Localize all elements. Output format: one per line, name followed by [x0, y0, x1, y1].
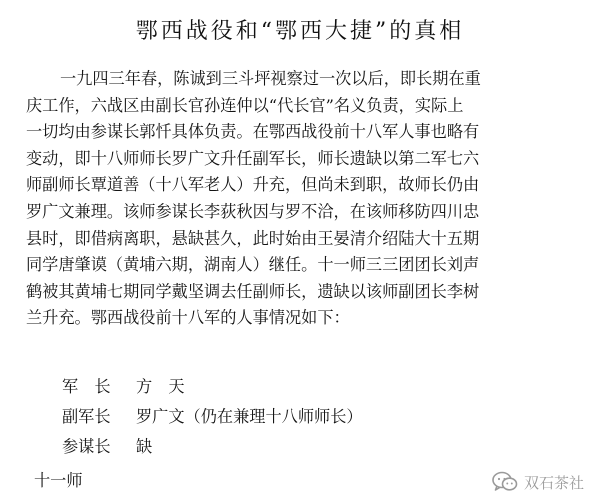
watermark: [492, 471, 584, 493]
wechat-chat-bubbles-icon: [492, 471, 518, 493]
personnel-roster: [26, 372, 526, 496]
paragraph-line: 庆工作，六战区由副长官孙连仲以“代长官”名义负责，实际上: [26, 95, 464, 115]
paragraph-line: 罗广文兼理。该师参谋长李荻秋因与罗不洽，在该师移防四川忠: [26, 201, 480, 221]
paragraph-line: 县时，即借病离职，悬缺甚久，此时始由王晏清介绍陆大十五期: [26, 228, 480, 248]
roster-title: 参谋长: [62, 437, 111, 456]
paragraph-line: 同学唐肇谟（黄埔六期，湖南人）继任。十一师三三团团长刘声: [26, 255, 480, 275]
paragraph-line: 一九四三年春，陈诚到三斗坪视察过一次以后，即长期在重: [60, 69, 481, 88]
roster-row: [26, 372, 526, 402]
body-paragraph: [26, 66, 584, 332]
page-title: 鄂西战役和“鄂西大捷”的真相: [135, 19, 465, 44]
watermark-label: 双石茶社: [523, 473, 584, 492]
roster-title: 军 长: [62, 377, 111, 396]
roster-name: 罗广文（仍在兼理十八师师长）: [136, 407, 363, 426]
roster-row: [26, 432, 526, 462]
paragraph-line: 鹤被其黄埔七期同学戴坚调去任副师长，遗缺以该师副团长李树: [26, 281, 480, 301]
paragraph-line: 师副师长覃道善（十八军老人）升充，但尚未到职，故师长仍由: [26, 175, 480, 195]
roster-name: 方 天: [136, 377, 185, 396]
paragraph-line: 变动，即十八师师长罗广文升任副军长，师长遗缺以第二军七六: [26, 148, 480, 168]
roster-row: [26, 402, 526, 432]
roster-title: 副军长: [62, 407, 111, 426]
roster-name: 缺: [136, 437, 153, 456]
paragraph-line: 兰升充。鄂西战役前十八军的人事情况如下：: [26, 308, 350, 328]
section-heading: 十一师: [34, 471, 83, 490]
paragraph-line: 一切均由参谋长郭忏具体负责。在鄂西战役前十八军人事也略有: [26, 122, 480, 142]
